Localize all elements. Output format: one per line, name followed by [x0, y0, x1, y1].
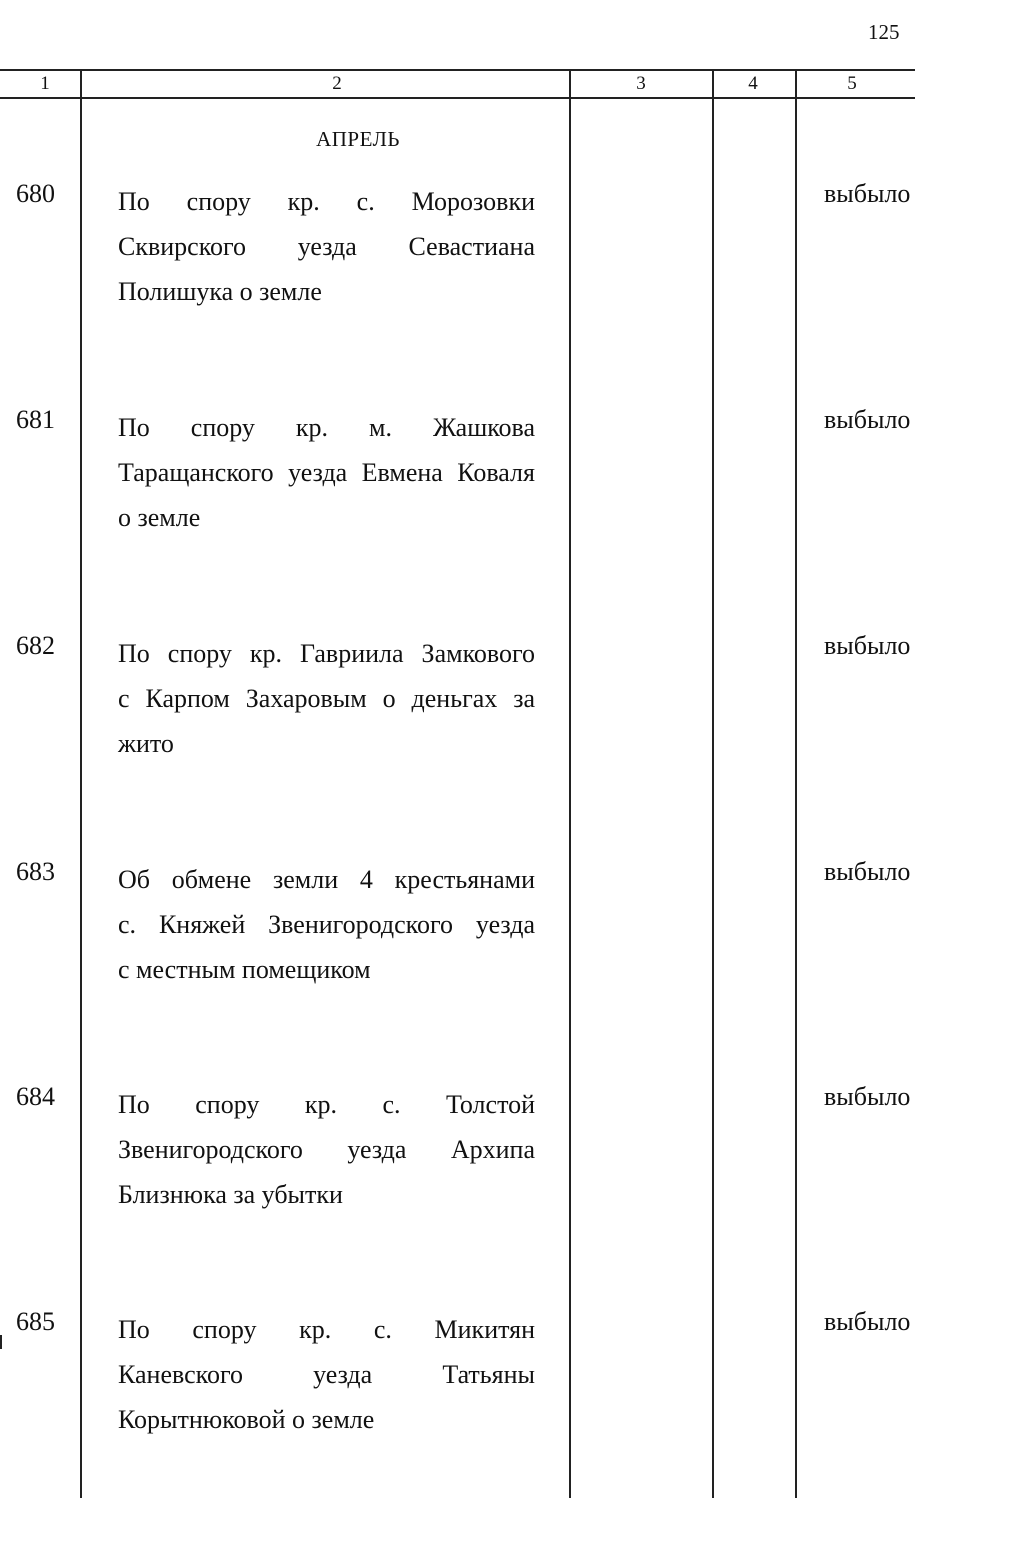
case-description: [118, 857, 535, 992]
column-header-3: 3: [636, 73, 646, 94]
case-number: 685: [16, 1307, 55, 1336]
case-status: выбыло: [824, 857, 911, 886]
description-line: Звенигородского уезда Архипа: [118, 1135, 535, 1164]
description-line: жито: [118, 729, 174, 758]
description-line: Близнюка за убытки: [118, 1180, 343, 1209]
case-number: 680: [16, 179, 55, 208]
column-divider: [80, 69, 82, 1498]
case-description: [118, 1082, 535, 1217]
case-status: выбыло: [824, 631, 911, 660]
description-line: По спору кр. м. Жашкова: [118, 413, 535, 442]
description-line: Каневского уезда Татьяны: [118, 1360, 535, 1389]
margin-mark: [0, 1335, 2, 1349]
month-heading: АПРЕЛЬ: [316, 127, 400, 151]
description-line: Корытнюковой о земле: [118, 1405, 375, 1434]
column-header-2: 2: [332, 73, 342, 94]
description-line: По спору кр. с. Морозовки: [118, 187, 535, 216]
case-description: [118, 179, 535, 314]
case-number: 681: [16, 405, 55, 434]
case-status: выбыло: [824, 1307, 911, 1336]
page-number: 125: [868, 20, 900, 44]
description-line: По спору кр. с. Микитян: [118, 1315, 535, 1344]
column-header-1: 1: [40, 73, 50, 94]
case-status: выбыло: [824, 1082, 911, 1111]
case-description: [118, 631, 535, 766]
column-divider: [712, 69, 714, 1498]
case-description: [118, 1307, 535, 1442]
header-bottom-rule: [0, 97, 915, 99]
column-header-5: 5: [847, 73, 857, 94]
column-divider: [569, 69, 571, 1498]
case-number: 682: [16, 631, 55, 660]
description-line: с. Княжей Звенигородского уезда: [118, 910, 535, 939]
column-divider: [795, 69, 797, 1498]
case-status: выбыло: [824, 405, 911, 434]
description-line: По спору кр. с. Толстой: [118, 1090, 535, 1119]
description-line: Сквирского уезда Севастиана: [118, 232, 535, 261]
description-line: с местным помещиком: [118, 955, 371, 984]
case-status: выбыло: [824, 179, 911, 208]
description-line: с Карпом Захаровым о деньгах за: [118, 684, 535, 713]
description-line: о земле: [118, 503, 201, 532]
case-number: 683: [16, 857, 55, 886]
table-top-rule: [0, 69, 915, 71]
description-line: По спору кр. Гавриила Замкового: [118, 639, 535, 668]
description-line: Полишука о земле: [118, 277, 322, 306]
column-header-4: 4: [748, 73, 758, 94]
case-number: 684: [16, 1082, 55, 1111]
case-description: [118, 405, 535, 540]
description-line: Об обмене земли 4 крестьянами: [118, 865, 535, 894]
description-line: Таращанского уезда Евмена Коваля: [118, 458, 535, 487]
